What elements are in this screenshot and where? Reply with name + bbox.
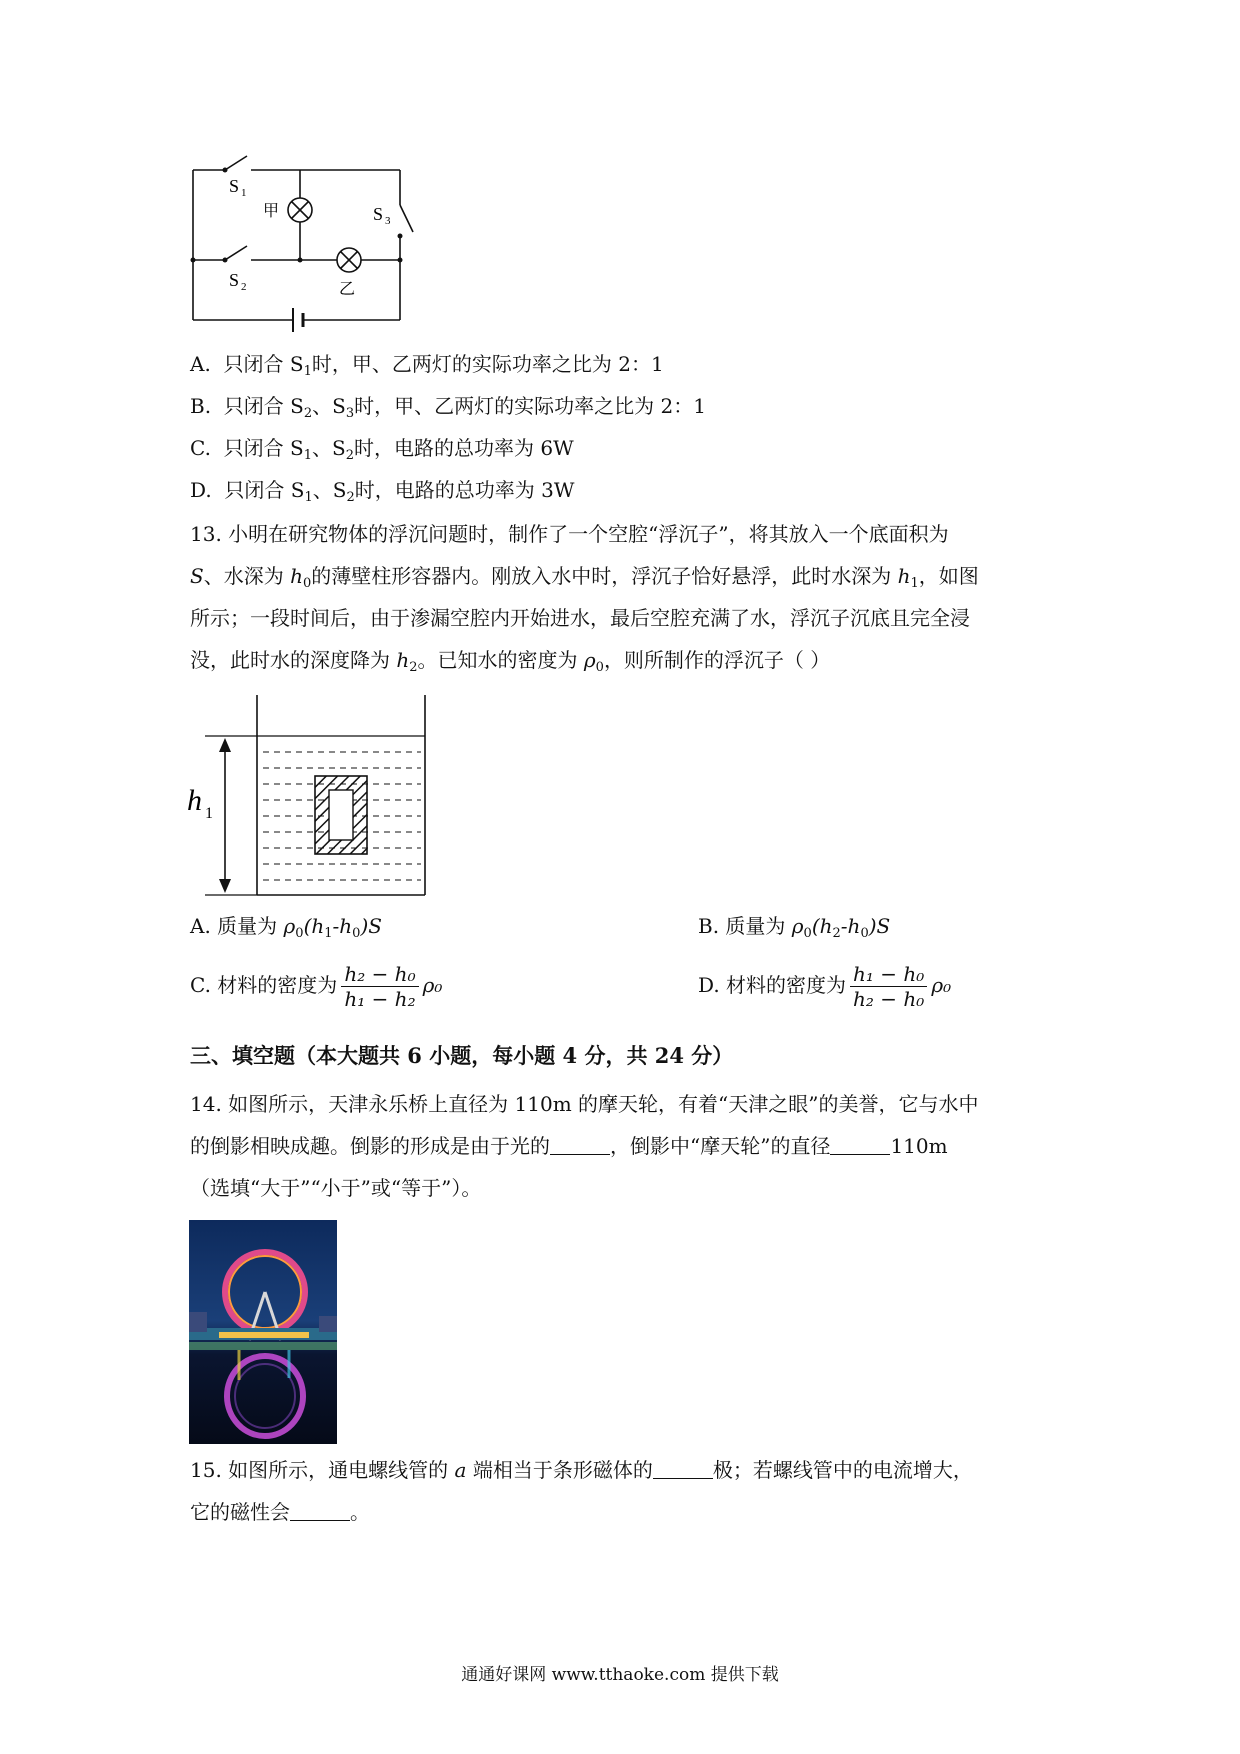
q15-line-2: 它的磁性会 。 xyxy=(190,1500,370,1524)
q14-line-3: （选填“大于”“小于”或“等于”）。 xyxy=(190,1176,482,1200)
svg-text:甲: 甲 xyxy=(263,201,280,220)
q14-line-1: 14. 如图所示，天津永乐桥上直径为 110m 的摩天轮，有着“天津之眼”的美誉，它与水中 xyxy=(190,1092,979,1116)
q12-option-d: D. 只闭合 $S_1$、$S_2$时，电路的总功率为 3W xyxy=(190,478,575,505)
q13-line-3: 所示；一段时间后，由于渗漏空腔内开始进水，最后空腔充满了水，浮沉子沉底且完全浸 xyxy=(190,606,970,630)
answer-blank[interactable] xyxy=(653,1458,713,1479)
answer-blank[interactable] xyxy=(290,1500,350,1521)
q13-option-c: C. 材料的密度为 $\frac{\text{h₂ − h₀}}{\text{h₁ − h₂}}$ ρ₀ xyxy=(190,962,443,1011)
q13-option-b: B. 质量为 $\rho_0(h_2-h_0)S$ xyxy=(698,914,891,941)
q12-option-b: B. 只闭合 $S_2$、$S_3$时，甲、乙两灯的实际功率之比为 2：1 xyxy=(190,394,706,421)
svg-text:S: S xyxy=(373,204,384,224)
svg-text:h: h xyxy=(187,784,202,817)
svg-text:3: 3 xyxy=(385,215,391,227)
answer-blank[interactable] xyxy=(830,1134,890,1155)
q13-option-d: D. 材料的密度为 $\frac{\text{h₁ − h₀}}{\text{h₂ − h₀}}$ ρ₀ xyxy=(698,962,952,1011)
svg-text:S: S xyxy=(229,176,240,196)
svg-text:乙: 乙 xyxy=(339,279,356,298)
q13-line-1: 13. 小明在研究物体的浮沉问题时，制作了一个空腔“浮沉子”，将其放入一个底面积为 xyxy=(190,522,949,546)
q12-option-a: A. 只闭合 $S_1$时，甲、乙两灯的实际功率之比为 2：1 xyxy=(190,352,664,379)
answer-blank[interactable] xyxy=(550,1134,610,1155)
svg-text:2: 2 xyxy=(241,281,247,293)
fraction-d: $\frac{\text{h₁ − h₀}}{\text{h₂ − h₀}}$ xyxy=(850,962,927,1011)
q15-line-1: 15. 如图所示，通电螺线管的 a 端相当于条形磁体的 极；若螺线管中的电流增大， xyxy=(190,1458,973,1482)
q13-option-a: A. 质量为 $\rho_0(h_1-h_0)S$ xyxy=(190,914,382,941)
ferris-wheel-photo xyxy=(189,1220,337,1444)
section-heading: 三、填空题（本大题共 6 小题，每小题 4 分，共 24 分） xyxy=(190,1043,734,1068)
svg-text:1: 1 xyxy=(205,805,213,822)
q12-option-c: C. 只闭合 $S_1$、$S_2$时，电路的总功率为 6W xyxy=(190,436,574,463)
fraction-c: $\frac{\text{h₂ − h₀}}{\text{h₁ − h₂}}$ xyxy=(341,962,418,1011)
svg-text:S: S xyxy=(229,270,240,290)
svg-text:1: 1 xyxy=(241,187,247,199)
page-footer: 通通好课网 www.tthaoke.com 提供下载 xyxy=(461,1665,779,1685)
q13-line-4: 没，此时水的深度降为 $h_2$。已知水的密度为 $\rho_0$，则所制作的浮沉子（ ） xyxy=(190,648,831,675)
q14-line-2: 的倒影相映成趣。倒影的形成是由于光的 ，倒影中“摩天轮”的直径 110m xyxy=(190,1134,948,1158)
q13-line-2: S、水深为 $h_0$的薄壁柱形容器内。刚放入水中时，浮沉子恰好悬浮，此时水深为 $h_1$，如图 xyxy=(190,564,979,591)
container-diagram xyxy=(185,690,435,900)
circuit-diagram xyxy=(185,140,425,340)
